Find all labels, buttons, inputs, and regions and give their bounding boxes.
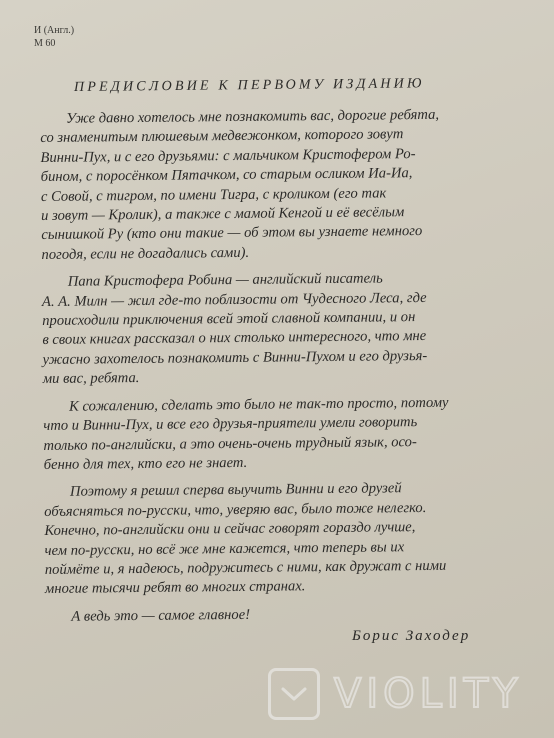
text-line: происходили приключения всей этой славной компании, и он <box>42 309 416 330</box>
text-line: с Совой, с тигром, по имени Тигра, с кроликом (его так <box>40 185 387 205</box>
paragraph <box>40 105 532 265</box>
paragraph <box>42 268 533 390</box>
text-line: Папа Кристофера Робина — английский писатель <box>67 270 383 290</box>
text-line: многие тысячи ребят во многих странах. <box>44 578 306 598</box>
text-line: ужасно захотелось познакомить с Винни-Пухом и его друзья- <box>42 347 428 368</box>
text-line: Винни-Пух, и с его друзьями: с мальчиком Кристофером Ро- <box>40 145 416 166</box>
catalog-code <box>34 24 74 50</box>
text-line: бином, с поросёнком Пятачком, со старым осликом Иа-Иа, <box>40 165 413 186</box>
preface-body <box>40 105 535 627</box>
text-line: погодя, если не догадались сами). <box>41 244 250 263</box>
text-line: А ведь это — самое главное! <box>71 606 251 625</box>
text-line: только по-английски, а это очень-очень трудный язык, осо- <box>43 433 417 454</box>
violity-logo-icon <box>268 668 320 720</box>
text-line: К сожалению, сделать это было не так-то просто, потому <box>69 394 449 415</box>
preface-heading: ПРЕДИСЛОВИЕ К ПЕРВОМУ ИЗДАНИЮ <box>73 76 425 95</box>
text-line: в своих книгах рассказал о них столько интересного, что мне <box>42 328 427 349</box>
catalog-code-line: М 60 <box>34 38 56 49</box>
text-line: со знаменитым плюшевым медвежонком, которого зовут <box>40 126 404 147</box>
watermark-text: VIOLITY <box>334 671 523 717</box>
author-signature: Борис Заходер <box>352 628 471 644</box>
text-line: ми вас, ребята. <box>42 370 140 388</box>
watermark <box>268 668 523 720</box>
catalog-code-line: И (Англ.) <box>34 25 75 36</box>
text-line: объясняться по-русски, что, уверяю вас, было тоже нелегко. <box>44 499 427 520</box>
paragraph <box>43 393 534 476</box>
text-line: что и Винни-Пух, и все его друзья-приятели умели говорить <box>43 414 418 435</box>
text-line: поймёте и, я надеюсь, подружитесь с ними, как дружат с ними <box>44 557 447 578</box>
text-line: А. А. Милн — жил где-то поблизости от Чудесного Леса, где <box>41 289 427 310</box>
paragraph <box>45 603 535 628</box>
text-line: бенно для тех, кто его не знает. <box>43 454 248 473</box>
text-line: сынишкой Ру (кто они такие — об этом вы узнаете немного <box>41 223 423 244</box>
paragraph <box>44 478 535 600</box>
text-line: Уже давно хотелось мне познакомить вас, дорогие ребята, <box>66 106 440 127</box>
text-line: и зовут — Кролик), а также с мамой Кенгой и её весёлым <box>41 204 405 225</box>
text-line: чем по-русски, но всё же мне кажется, что теперь вы их <box>44 538 405 559</box>
text-line: Поэтому я решил сперва выучить Винни и его друзей <box>69 480 402 501</box>
text-line: Конечно, по-английски они и сейчас говорят гораздо лучше, <box>44 519 416 540</box>
